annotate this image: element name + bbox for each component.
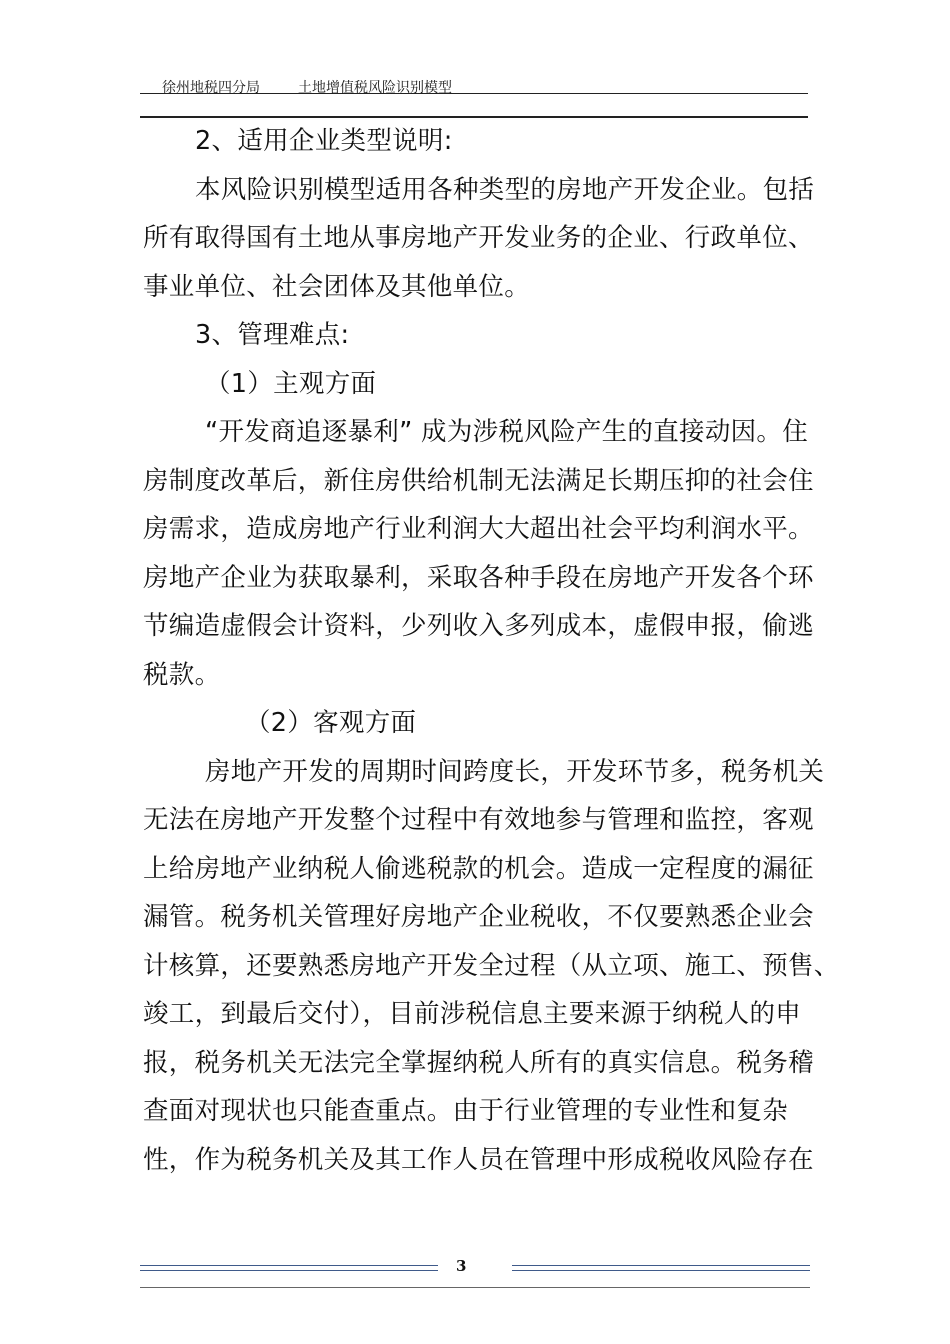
- body-line: 漏管。税务机关管理好房地产企业税收，不仅要熟悉企业会: [143, 902, 814, 932]
- body-line: 无法在房地产开发整个过程中有效地参与管理和监控，客观: [143, 805, 814, 835]
- body-line: 本风险识别模型适用各种类型的房地产开发企业。包括: [195, 174, 815, 205]
- document-body: [143, 117, 840, 1184]
- sub2-heading: （2）客观方面: [245, 708, 417, 738]
- header-title: 土地增值税风险识别模型: [298, 80, 452, 96]
- body-line: 计核算，还要熟悉房地产开发全过程（从立项、施工、预售、: [143, 950, 840, 981]
- sub1-heading: （1）主观方面: [205, 368, 377, 399]
- body-line: 上给房地产业纳税人偷逃税款的机会。造成一定程度的漏征: [143, 853, 814, 884]
- footer-rule: [140, 1270, 438, 1271]
- body-line: 房地产开发的周期时间跨度长，开发环节多，税务机关: [205, 756, 825, 787]
- body-line: 性，作为税务机关及其工作人员在管理中形成税收风险存在: [143, 1144, 814, 1175]
- body-line: 房需求，造成房地产行业利润大大超出社会平均利润水平。: [143, 514, 814, 544]
- header-org: 徐州地税四分局: [162, 80, 260, 96]
- section3-heading: 3、管理难点:: [195, 320, 350, 350]
- body-line: 节编造虚假会计资料，少列收入多列成本，虚假申报，偷逃: [143, 611, 814, 641]
- footer-rule: [140, 1265, 438, 1266]
- sub1-body: [143, 408, 813, 699]
- body-line: 所有取得国有土地从事房地产开发业务的企业、行政单位、: [143, 223, 814, 253]
- header-rule: [140, 93, 808, 94]
- section2-heading: 2、适用企业类型说明:: [195, 126, 453, 156]
- page-number: 3: [456, 1257, 467, 1275]
- footer-rule: [512, 1265, 810, 1266]
- body-line: 事业单位、社会团体及其他单位。: [143, 271, 531, 302]
- footer-rule: [140, 1287, 810, 1288]
- body-line: 房制度改革后，新住房供给机制无法满足长期压抑的社会住: [143, 465, 814, 496]
- body-line: 税款。: [143, 659, 221, 690]
- footer-rule: [512, 1270, 810, 1271]
- body-line: 查面对现状也只能查重点。由于行业管理的专业性和复杂: [143, 1096, 789, 1126]
- body-line: 房地产企业为获取暴利，采取各种手段在房地产开发各个环: [143, 562, 814, 593]
- body-line: “开发商追逐暴利” 成为涉税风险产生的直接动因。住: [205, 417, 809, 447]
- body-line: 报，税务机关无法完全掌握纳税人所有的真实信息。税务稽: [143, 1047, 814, 1078]
- section2-body: [143, 166, 813, 312]
- body-line: 竣工，到最后交付），目前涉税信息主要来源于纳税人的申: [143, 999, 802, 1029]
- sub2-body: [143, 748, 840, 1185]
